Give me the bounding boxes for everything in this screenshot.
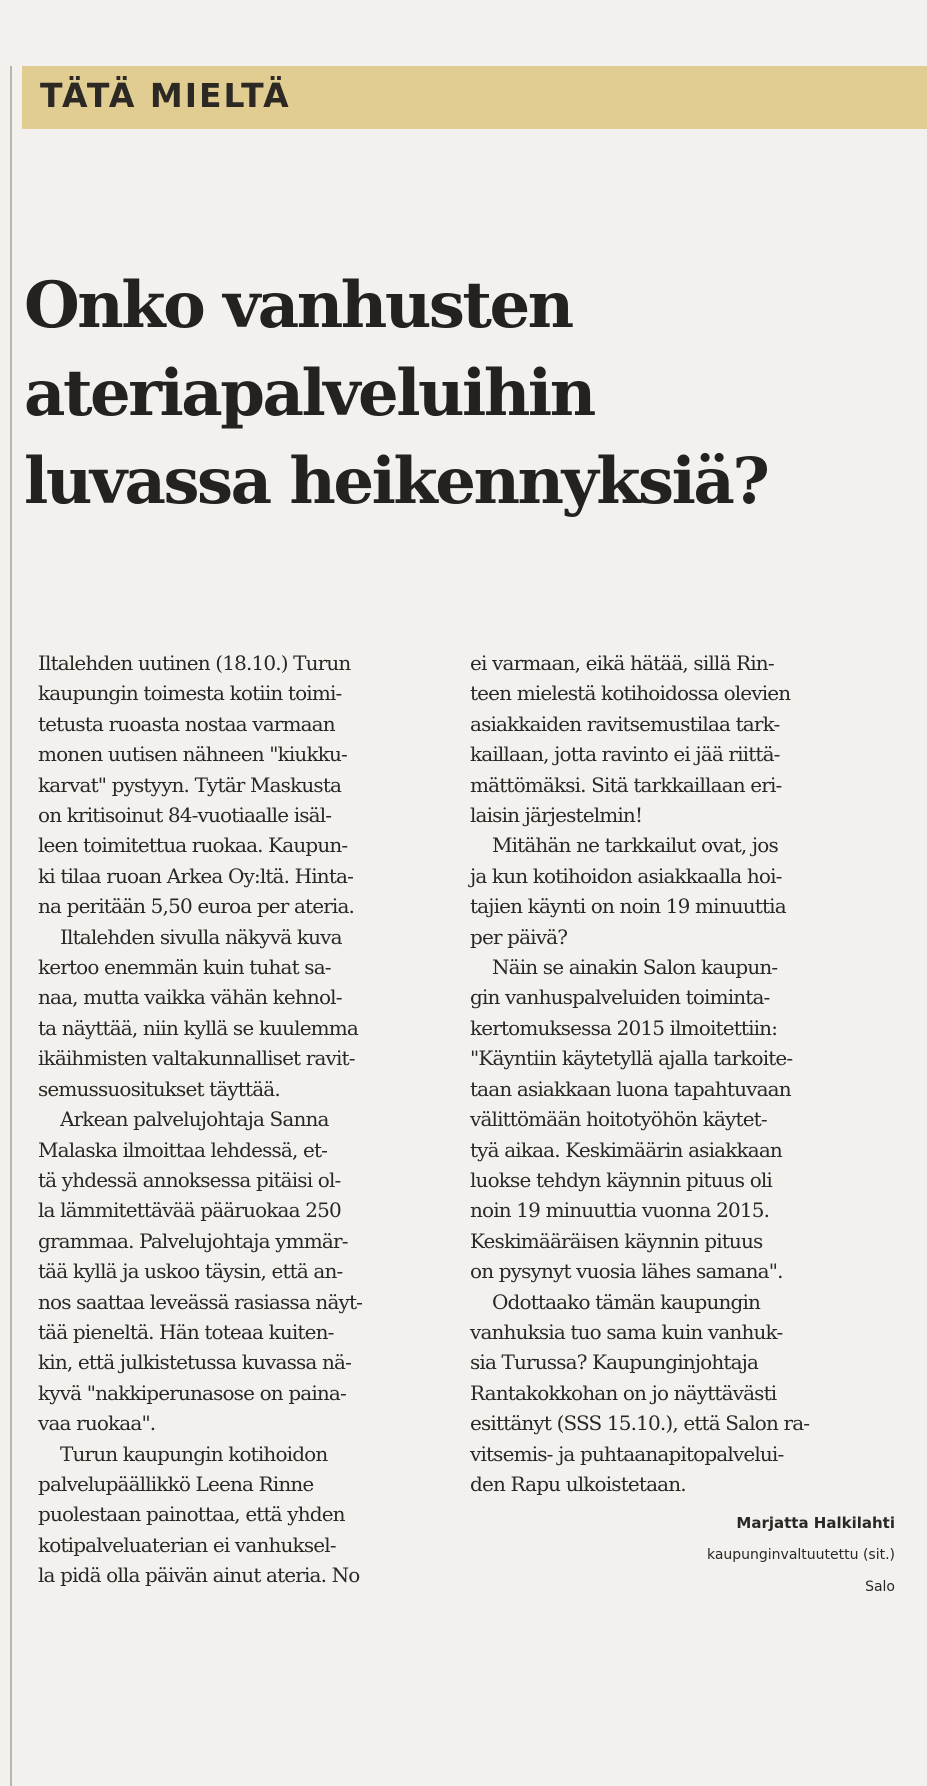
section-header-bar	[22, 66, 927, 129]
text-line: tä yhdessä annoksessa pitäisi ol-	[38, 1167, 341, 1192]
text-line: kin, että julkistetussa kuvassa nä-	[38, 1350, 352, 1375]
article-column-right	[470, 648, 895, 1603]
text-line: na peritään 5,50 euroa per ateria.	[38, 894, 355, 919]
text-line: asiakkaiden ravitsemustilaa tark-	[470, 711, 780, 736]
text-line: esittänyt (SSS 15.10.), että Salon ra-	[470, 1411, 810, 1436]
text-line: ikäihmisten valtakunnalliset ravit-	[38, 1046, 355, 1071]
text-line: kaupungin toimesta kotiin toimi-	[38, 681, 342, 706]
text-line: naa, mutta vaikka vähän kehnol-	[38, 985, 342, 1010]
text-line: luokse tehdyn käynnin pituus oli	[470, 1167, 772, 1192]
text-line: välittömään hoitotyöhön käytet-	[470, 1107, 767, 1132]
text-line: Iltalehden uutinen (18.10.) Turun	[38, 651, 351, 675]
text-line: Näin se ainakin Salon kaupun-	[492, 955, 778, 980]
article-paragraph	[470, 830, 895, 952]
article-paragraph	[38, 922, 448, 1104]
text-line: mättömäksi. Sitä tarkkaillaan eri-	[470, 772, 782, 797]
text-line: kotipalveluaterian ei vanhuksel-	[38, 1532, 336, 1557]
left-margin-rule	[10, 66, 12, 1786]
text-line: la pidä olla päivän ainut ateria. No	[38, 1563, 360, 1588]
text-line: kyvä "nakkiperunasose on paina-	[38, 1380, 346, 1405]
text-line: la lämmitettävää pääruokaa 250	[38, 1198, 341, 1223]
text-line: sia Turussa? Kaupunginjohtaja	[470, 1350, 759, 1375]
author-name: Marjatta Halkilahti	[736, 1514, 895, 1533]
text-line: laisin järjestelmin!	[470, 803, 643, 828]
article-paragraph	[470, 648, 895, 830]
text-line: tää pieneltä. Hän toteaa kuiten-	[38, 1319, 334, 1344]
text-line: noin 19 minuuttia vuonna 2015.	[470, 1198, 770, 1223]
text-line: semussuositukset täyttää.	[38, 1076, 280, 1101]
text-line: Odottaako tämän kaupungin	[492, 1289, 761, 1314]
text-line: ja kun kotihoidon asiakkaalla hoi-	[470, 863, 782, 888]
text-line: kaillaan, jotta ravinto ei jää riittä-	[470, 742, 780, 767]
text-line: tää kyllä ja uskoo täysin, että an-	[38, 1259, 343, 1284]
headline-line: luvassa heikennyksiä?	[24, 444, 768, 519]
text-line: tyä aikaa. Keskimäärin asiakkaan	[470, 1137, 782, 1162]
text-line: vitsemis- ja puhtaanapitopalvelui-	[470, 1441, 784, 1466]
section-label: TÄTÄ MIELTÄ	[40, 76, 291, 115]
text-line: tajien käynti on noin 19 minuuttia	[470, 894, 786, 919]
article-paragraph	[38, 648, 448, 922]
text-line: gin vanhuspalveluiden toiminta-	[470, 985, 770, 1010]
text-line: Turun kaupungin kotihoidon	[60, 1441, 328, 1466]
article-headline	[24, 262, 904, 526]
text-line: palvelupäällikkö Leena Rinne	[38, 1471, 314, 1496]
headline-line: Onko vanhusten	[24, 268, 572, 343]
right-column-body	[470, 648, 895, 1499]
text-line: ta näyttää, niin kyllä se kuulemma	[38, 1015, 358, 1040]
text-line: den Rapu ulkoistetaan.	[470, 1471, 686, 1496]
text-line: ei varmaan, eikä hätää, sillä Rin-	[470, 651, 774, 675]
text-line: per päivä?	[470, 924, 568, 949]
text-line: kertoo enemmän kuin tuhat sa-	[38, 955, 331, 980]
text-line: taan asiakkaan luona tapahtuvaan	[470, 1076, 791, 1101]
text-line: nos saattaa leveässä rasiassa näyt-	[38, 1289, 363, 1314]
text-line: kertomuksessa 2015 ilmoitettiin:	[470, 1015, 778, 1040]
text-line: vanhuksia tuo sama kuin vanhuk-	[470, 1319, 783, 1344]
text-line: karvat" pystyyn. Tytär Maskusta	[38, 772, 342, 797]
article-paragraph	[470, 1287, 895, 1500]
text-line: monen uutisen nähneen "kiukku-	[38, 742, 347, 767]
article-column-left	[38, 648, 448, 1591]
author-place: Salo	[865, 1579, 895, 1596]
text-line: tetusta ruoasta nostaa varmaan	[38, 711, 335, 736]
author-role: kaupunginvaltuutettu (sit.)	[706, 1547, 895, 1564]
text-line: Malaska ilmoittaa lehdessä, et-	[38, 1137, 328, 1162]
article-paragraph	[470, 952, 895, 1286]
text-line: Mitähän ne tarkkailut ovat, jos	[492, 833, 778, 858]
text-line: teen mielestä kotihoidossa olevien	[470, 681, 791, 706]
author-signature	[470, 1507, 895, 1603]
text-line: ki tilaa ruoan Arkea Oy:ltä. Hinta-	[38, 863, 353, 888]
text-line: "Käyntiin käytetyllä ajalla tarkoite-	[470, 1046, 793, 1071]
text-line: on pysynyt vuosia lähes samana".	[470, 1259, 783, 1284]
article-paragraph	[38, 1104, 448, 1438]
text-line: Arkean palvelujohtaja Sanna	[60, 1107, 329, 1132]
text-line: grammaa. Palvelujohtaja ymmär-	[38, 1228, 348, 1253]
text-line: Rantakokkohan on jo näyttävästi	[470, 1380, 777, 1405]
text-line: leen toimitettua ruokaa. Kaupun-	[38, 833, 348, 858]
text-line: on kritisoinut 84-vuotiaalle isäl-	[38, 803, 332, 828]
headline-line: ateriapalveluihin	[24, 356, 594, 431]
text-line: Keskimääräisen käynnin pituus	[470, 1228, 763, 1253]
article-paragraph	[38, 1439, 448, 1591]
text-line: Iltalehden sivulla näkyvä kuva	[60, 924, 342, 949]
text-line: vaa ruokaa".	[38, 1411, 156, 1436]
text-line: puolestaan painottaa, että yhden	[38, 1502, 345, 1527]
